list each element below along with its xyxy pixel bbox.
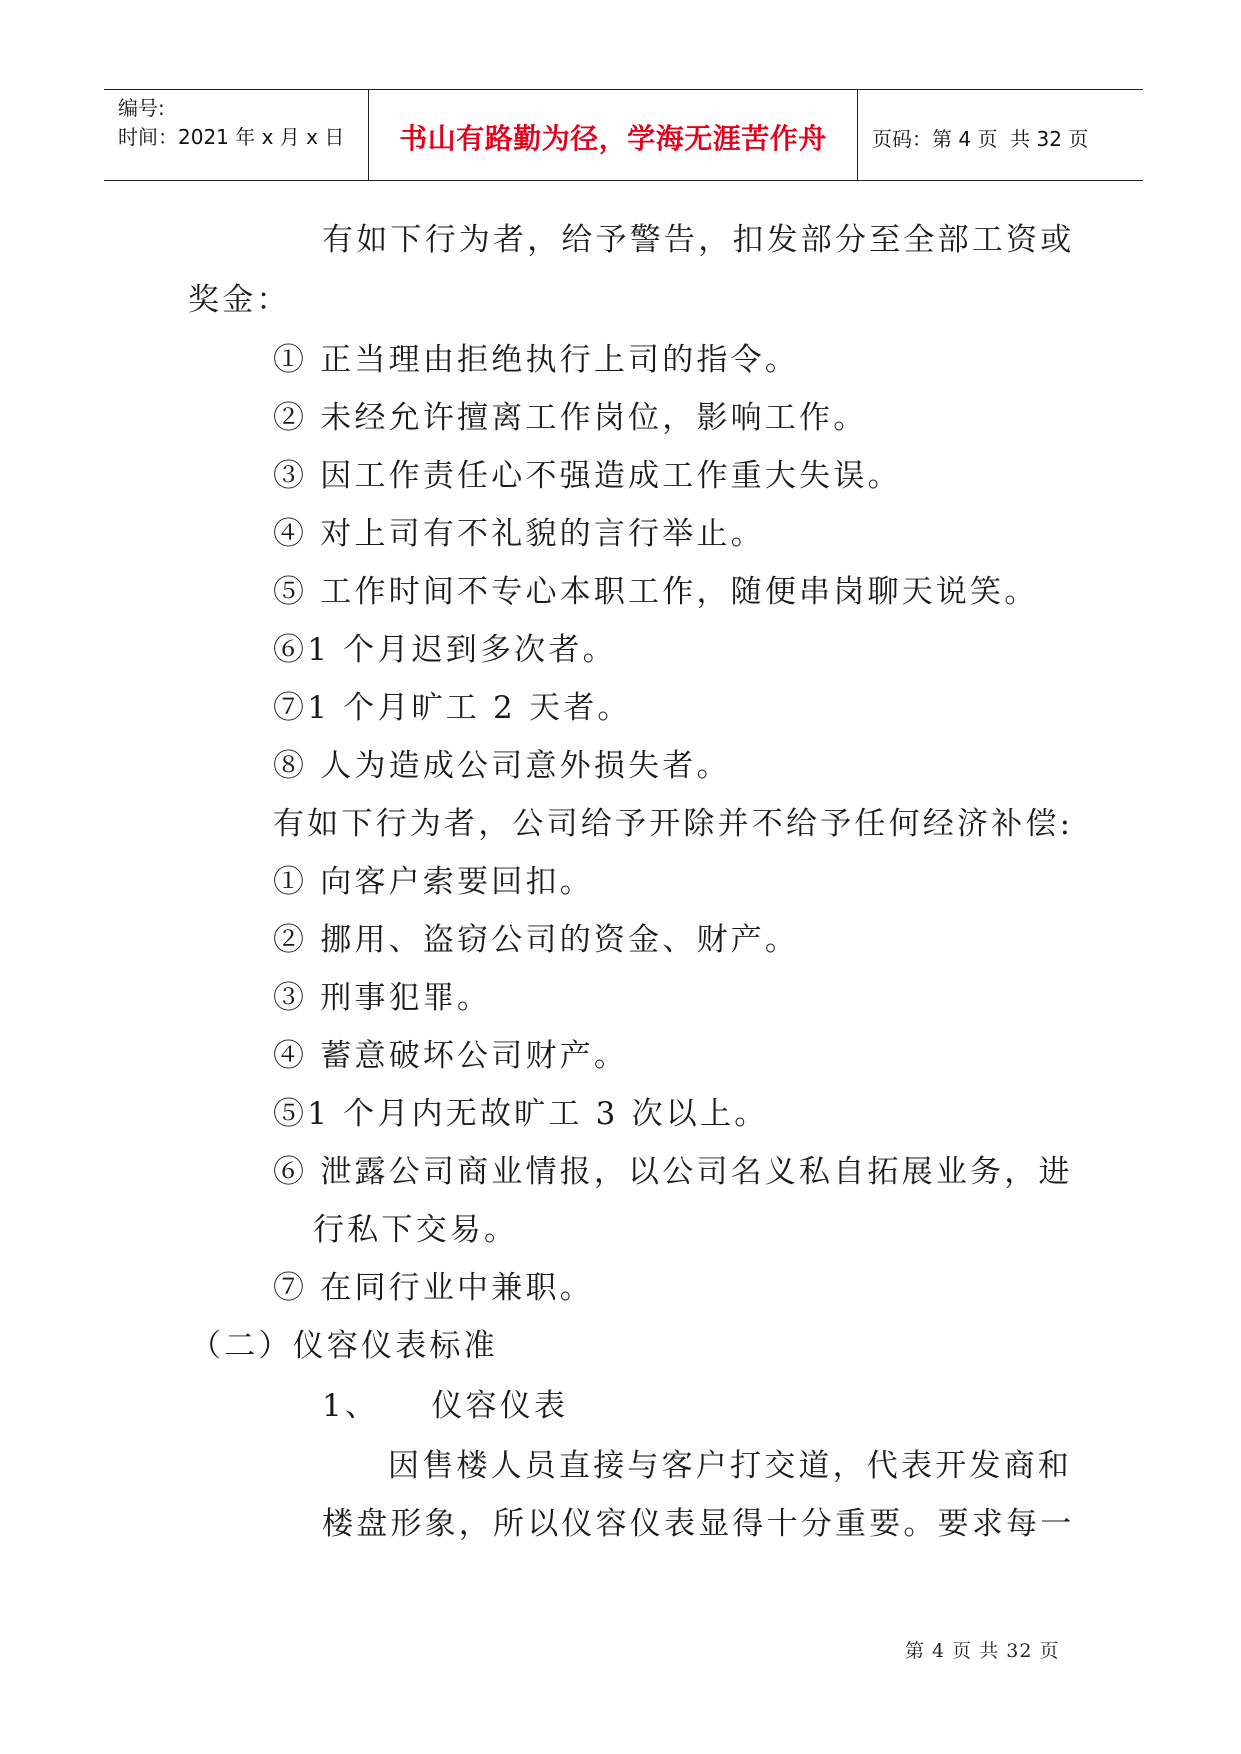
list-item: ⑥1 个月迟到多次者。 bbox=[273, 632, 617, 668]
paragraph-line: 有如下行为者，公司给予开除并不给予任何经济补偿: bbox=[273, 806, 1074, 842]
paragraph-line: 楼盘形象，所以仪容仪表显得十分重要。要求每一 bbox=[322, 1506, 1075, 1542]
list-item: ⑦1 个月旷工 2 天者。 bbox=[273, 690, 632, 726]
header-divider bbox=[857, 90, 858, 180]
list-item: ② 未经允许擅离工作岗位，影响工作。 bbox=[273, 400, 868, 436]
paragraph-line: 有如下行为者，给予警告，扣发部分至全部工资或 bbox=[322, 222, 1075, 258]
header-time-label: 时间：2021 年 x 月 x 日 bbox=[118, 125, 345, 149]
header-divider bbox=[368, 90, 369, 180]
list-item: ③ 因工作责任心不强造成工作重大失误。 bbox=[273, 458, 902, 494]
paragraph-line: 奖金： bbox=[188, 282, 291, 318]
section-heading: （二）仪容仪表标准 bbox=[190, 1328, 498, 1364]
page-footer: 第 4 页 共 32 页 bbox=[905, 1640, 1060, 1662]
header-number-label: 编号: bbox=[118, 96, 165, 120]
list-item: ⑧ 人为造成公司意外损失者。 bbox=[273, 748, 731, 784]
list-item: ⑦ 在同行业中兼职。 bbox=[273, 1270, 594, 1306]
list-item: ⑤1 个月内无故旷工 3 次以上。 bbox=[273, 1096, 769, 1132]
header-page-code: 页码：第 4 页 共 32 页 bbox=[872, 126, 1089, 151]
list-item: ⑥ 泄露公司商业情报，以公司名义私自拓展业务，进 bbox=[273, 1154, 1073, 1190]
paragraph-line: 因售楼人员直接与客户打交道，代表开发商和 bbox=[388, 1448, 1072, 1484]
page-header bbox=[104, 89, 1143, 181]
list-item: ④ 蓄意破坏公司财产。 bbox=[273, 1038, 629, 1074]
list-item: ③ 刑事犯罪。 bbox=[273, 980, 492, 1016]
list-item: ⑤ 工作时间不专心本职工作，随便串岗聊天说笑。 bbox=[273, 574, 1039, 610]
list-item: ① 向客户索要回扣。 bbox=[273, 864, 594, 900]
list-item: ② 挪用、盗窃公司的资金、财产。 bbox=[273, 922, 800, 958]
header-motto: 书山有路勤为径，学海无涯苦作舟 bbox=[399, 122, 827, 155]
list-item: ④ 对上司有不礼貌的言行举止。 bbox=[273, 516, 765, 552]
list-item-continuation: 行私下交易。 bbox=[313, 1212, 519, 1248]
list-item: ① 正当理由拒绝执行上司的指令。 bbox=[273, 342, 800, 378]
subsection-heading: 1、 仪容仪表 bbox=[322, 1388, 569, 1424]
